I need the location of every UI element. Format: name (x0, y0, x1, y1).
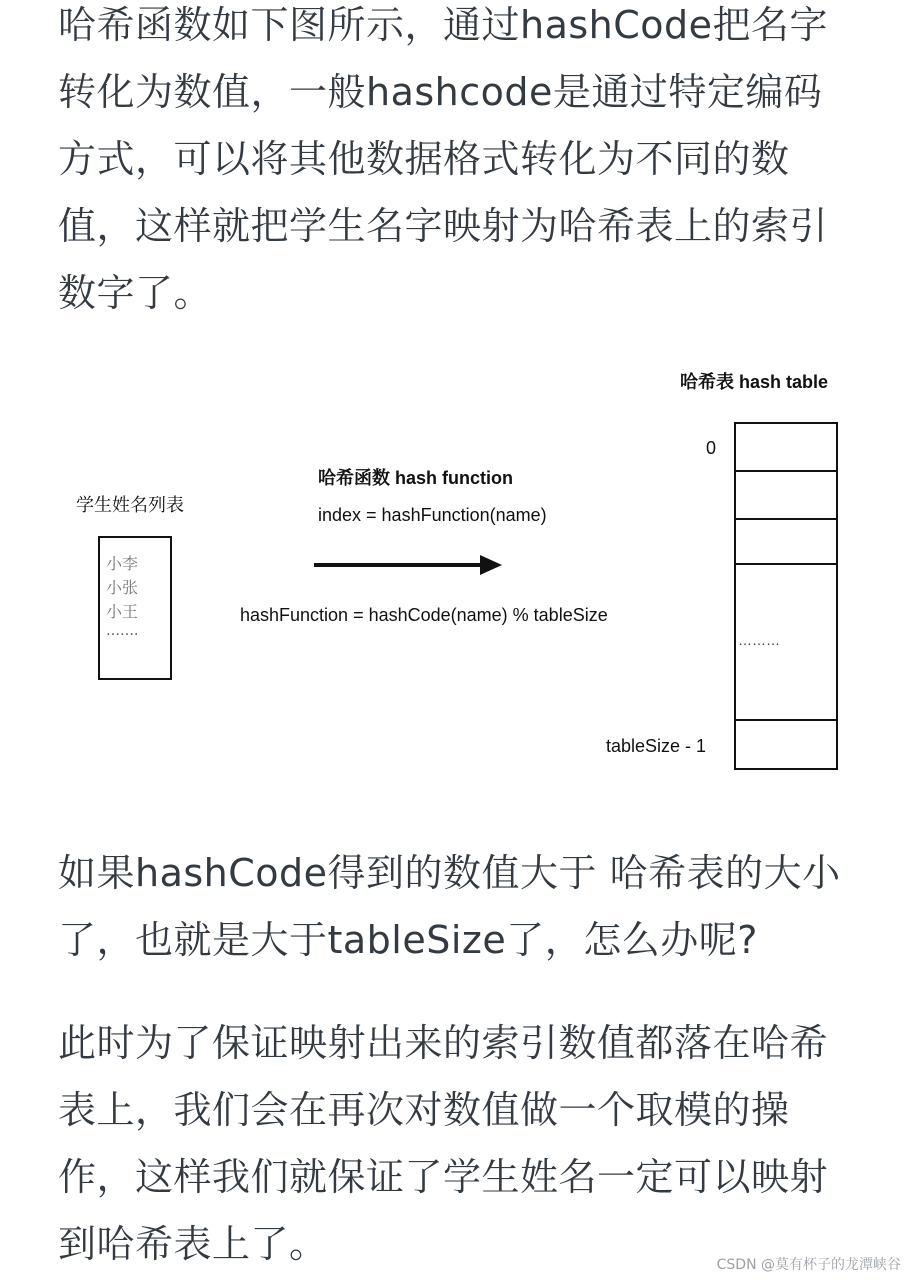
table-row-divider (736, 518, 836, 520)
answer-paragraph: 此时为了保证映射出来的索引数值都落在哈希表上，我们会在再次对数值做一个取模的操作，这样我们就保证了学生姓名一定可以映射到哈希表上了。 (58, 1021, 829, 1266)
list-item: 小李 (106, 554, 139, 573)
arrow-right-icon (314, 552, 504, 578)
hash-table-title: 哈希表 hash table (680, 372, 829, 392)
table-first-index: 0 (706, 438, 717, 458)
table-row-divider (736, 470, 836, 472)
table-row-divider (736, 563, 836, 565)
hash-table (734, 422, 838, 770)
hash-function-formula: hashFunction = hashCode(name) % tableSize (240, 605, 608, 625)
table-row-divider (736, 719, 836, 721)
list-item: 小张 (106, 578, 139, 597)
student-name-list (98, 536, 172, 680)
watermark: CSDN @莫有杯子的龙潭峡谷 (716, 1257, 901, 1273)
table-last-index: tableSize - 1 (606, 736, 707, 756)
list-more-dots: ……. (106, 623, 139, 639)
question-paragraph: 如果hashCode得到的数值大于 哈希表的大小了，也就是大于tableSize了，怎么办呢? (58, 851, 841, 962)
hash-function-title: 哈希函数 hash function (318, 468, 513, 488)
hash-function-index: index = hashFunction(name) (318, 505, 547, 525)
intro-paragraph: 哈希函数如下图所示，通过hashCode把名字转化为数值，一般hashcode是通过特定编码方式，可以将其他数据格式转化为不同的数值，这样就把学生名字映射为哈希表上的索引数字了。 (58, 3, 829, 315)
table-middle-dots: ……… (738, 632, 780, 648)
student-list-title: 学生姓名列表 (76, 495, 184, 515)
list-item: 小王 (106, 602, 139, 621)
hash-function-diagram (0, 340, 907, 800)
